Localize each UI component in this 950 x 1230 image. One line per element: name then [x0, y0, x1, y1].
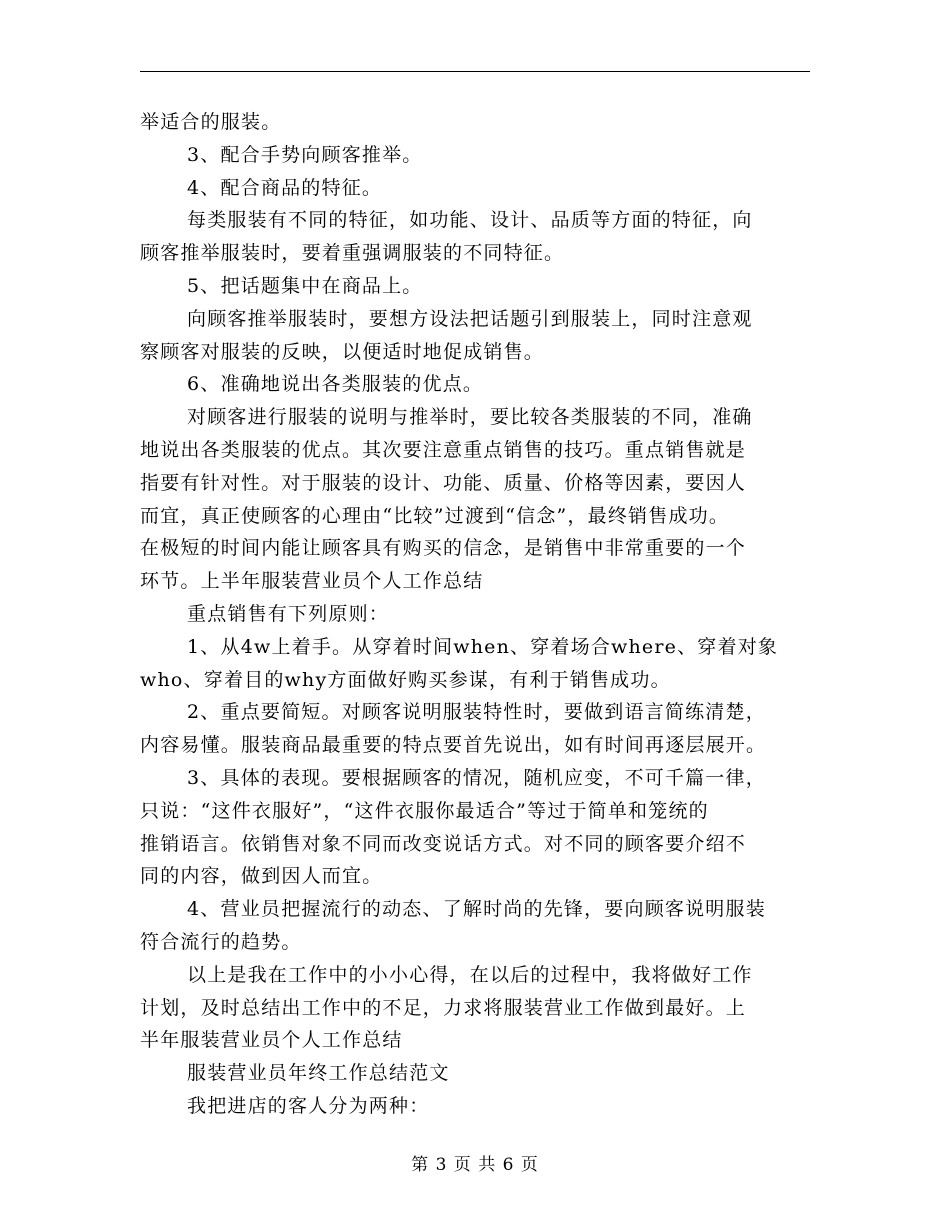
text-line: 重点销售有下列原则：: [187, 602, 390, 625]
header-rule: [140, 71, 810, 72]
text-line: 地说出各类服装的优点。其次要注意重点销售的技巧。重点销售就是: [140, 438, 747, 461]
text-line: 4、营业员把握流行的动态、了解时尚的先锋，要向顾客说明服装: [187, 898, 766, 921]
text-line: 符合流行的趋势。: [140, 930, 302, 953]
text-line: 6、准确地说出各类服装的优点。: [187, 373, 484, 396]
text-line: 3、配合手势向顾客推举。: [187, 143, 423, 166]
text-line: 服装营业员年终工作总结范文: [187, 1062, 450, 1085]
text-line: 2、重点要简短。对顾客说明服装特性时，要做到语言简练清楚，: [187, 701, 766, 724]
text-line: 半年服装营业员个人工作总结: [140, 1029, 403, 1052]
text-line: 推销语言。依销售对象不同而改变说话方式。对不同的顾客要介绍不: [140, 832, 747, 855]
text-line: 举适合的服装。: [140, 111, 282, 133]
text-line: 而宜，真正使顾客的心理由“比较”过渡到“信念”，最终销售成功。: [140, 504, 730, 527]
text-line: who、穿着目的why方面做好购买参谋，有利于销售成功。: [140, 668, 671, 691]
text-line: 环节。上半年服装营业员个人工作总结: [140, 570, 484, 593]
page-number: 第 3 页 共 6 页: [411, 1155, 539, 1175]
text-line: 每类服装有不同的特征，如功能、设计、品质等方面的特征，向: [187, 209, 753, 232]
text-line: 在极短的时间内能让顾客具有购买的信念，是销售中非常重要的一个: [140, 537, 747, 560]
text-line: 只说：“这件衣服好”，“这件衣服你最适合”等过于简单和笼统的: [140, 799, 709, 822]
text-line: 1、从4w上着手。从穿着时间when、穿着场合where、穿着对象: [187, 635, 779, 658]
text-line: 内容易懂。服装商品最重要的特点要首先说出，如有时间再逐层展开。: [140, 734, 767, 757]
text-line: 对顾客进行服装的说明与推举时，要比较各类服装的不同，准确: [187, 406, 753, 429]
text-line: 4、配合商品的特征。: [187, 176, 383, 199]
text-line: 向顾客推举服装时，要想方设法把话题引到服装上，同时注意观: [187, 307, 753, 330]
text-line: 察顾客对服装的反映，以便适时地促成销售。: [140, 340, 545, 363]
text-line: 计划，及时总结出工作中的不足，力求将服装营业工作做到最好。上: [140, 996, 747, 1019]
text-line: 5、把话题集中在商品上。: [187, 274, 423, 297]
text-line: 顾客推举服装时，要着重强调服装的不同特征。: [140, 242, 565, 265]
text-line: 以上是我在工作中的小小心得，在以后的过程中，我将做好工作: [187, 963, 753, 986]
document-body: [140, 106, 810, 1123]
text-line: 指要有针对性。对于服装的设计、功能、质量、价格等因素，要因人: [140, 471, 747, 494]
text-line: 同的内容，做到因人而宜。: [140, 865, 383, 888]
text-line: 3、具体的表现。要根据顾客的情况，随机应变，不可千篇一律，: [187, 766, 766, 789]
text-line: 我把进店的客人分为两种：: [187, 1094, 430, 1117]
